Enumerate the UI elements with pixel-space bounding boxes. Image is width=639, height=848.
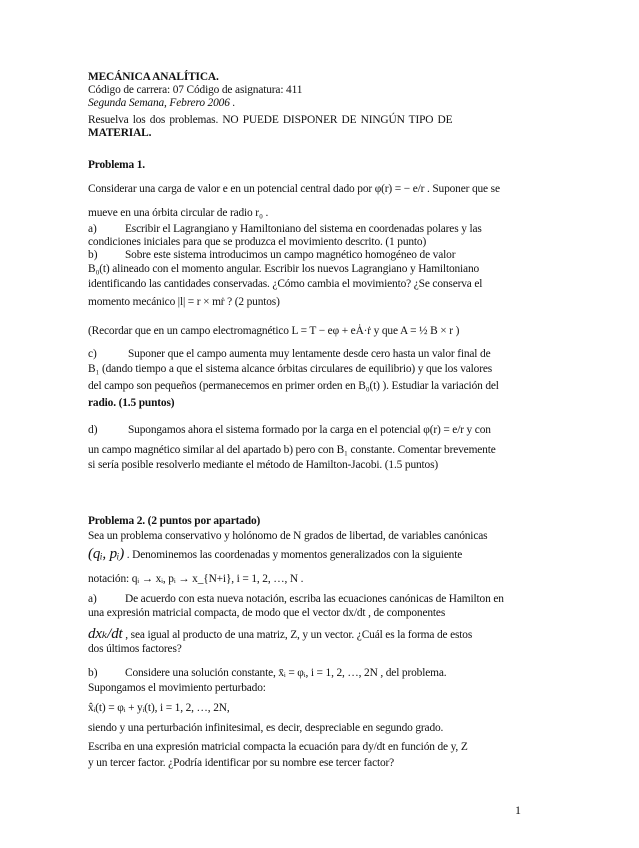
problem1-a-line-1: Escribir el Lagrangiano y Hamiltoniano del sistema en coordenadas polares y las [125,223,482,235]
problem2-intro-2-text: . Denominemos las coordenadas y momentos generalizados con la siguiente [126,549,463,561]
problem2-intro-2 [88,548,462,562]
problem1-heading: Problema 1. [88,159,145,171]
problem1-c-line-3: del campo son pequeños (permanecemos en primer orden en B₀(t) ). Estudiar la variación del [88,380,499,392]
session-line: Segunda Semana, Febrero 2006 . [88,97,236,109]
problem1-c-line-1: Suponer que el campo aumenta muy lentamente desde cero hasta un valor final de [128,348,491,360]
problem2-a-line-1: De acuerdo con esta nueva notación, escriba las ecuaciones canónicas de Hamilton en [125,593,504,605]
problem2-b-label: b) [88,667,98,679]
page-number: 1 [515,803,521,817]
exam-title: MECÁNICA ANALÍTICA. [88,71,219,83]
dxk-dt-expression: dxₖ/dt [88,626,123,642]
canonical-pair: (qᵢ, pᵢ) [88,546,125,562]
problem2-heading: Problema 2. (2 puntos por apartado) [88,515,261,527]
problem1-a-line-2: condiciones iniciales para que se produzca el movimiento descrito. (1 punto) [88,236,427,248]
problem1-c-label: c) [88,348,97,360]
problem1-b-line-3: identificando las cantidades conservadas. ¿Cómo cambia el movimiento? ¿Se conserva el [88,278,483,290]
problem1-d-line-3: si sería posible resolverlo mediante el método de Hamilton-Jacobi. (1.5 puntos) [88,459,439,471]
problem1-b-line-4: momento mecánico |l| = r × mṙ ? (2 puntos) [88,296,280,308]
problem2-notation: notación: qᵢ → xᵢ, pᵢ → x_{N+i}, i = 1, 2, …, N . [88,573,304,585]
problem2-b-line-6: y un tercer factor. ¿Podría identificar por su nombre ese tercer factor? [88,757,395,769]
problem1-c-line-2: B₁ (dando tiempo a que el sistema alcance órbitas circulares de equilibrio) y que los valores [88,363,493,375]
problem1-b-line-1: Sobre este sistema introducimos un campo magnético homogéneo de valor [125,249,456,261]
problem1-b-label: b) [88,249,98,261]
problem2-a-label: a) [88,593,97,605]
instructions-line-2: MATERIAL. [88,127,152,139]
problem1-d-line-1: Supongamos ahora el sistema formado por la carga en el potencial φ(r) = e/r y con [128,424,491,436]
problem1-c-line-4: radio. (1.5 puntos) [88,397,175,409]
problem1-intro-2: mueve en una órbita circular de radio r₀ . [88,207,269,219]
problem1-recall: (Recordar que en un campo electromagnético L = T − eφ + eȦ·ṙ y que A = ½ B × r ) [88,325,460,337]
problem2-a-line-3-text: , sea igual al producto de una matriz, Z, y un vector. ¿Cuál es la forma de estos [125,629,473,641]
problem2-b-line-1: Considere una solución constante, x̄ᵢ = φᵢ, i = 1, 2, …, 2N , del problema. [125,667,447,679]
problem2-a-line-3 [88,628,472,642]
problem1-b-line-2: B₀(t) alineado con el momento angular. Escribir los nuevos Lagrangiano y Hamiltoniano [88,263,480,275]
instructions-line-1: Resuelva los dos problemas. NO PUEDE DISPONER DE NINGÚN TIPO DE [88,114,453,126]
problem2-intro-1: Sea un problema conservativo y holónomo de N grados de libertad, de variables canónicas [88,530,488,542]
problem2-a-line-2: una expresión matricial compacta, de modo que el vector dx/dt , de componentes [88,607,446,619]
problem1-intro-1: Considerar una carga de valor e en un potencial central dado por φ(r) = − e/r . Suponer que se [88,183,500,195]
problem2-b-line-2: Supongamos el movimiento perturbado: [88,682,266,694]
problem2-b-line-5: Escriba en una expresión matricial compacta la ecuación para dy/dt en función de y, Z [88,741,468,753]
course-codes: Código de carrera: 07 Código de asignatura: 411 [88,84,303,96]
problem1-d-line-2: un campo magnético similar al del apartado b) pero con B₁ constante. Comentar brevemente [88,444,496,456]
problem2-a-line-4: dos últimos factores? [88,643,182,655]
problem2-b-line-4: siendo y una perturbación infinitesimal, es decir, despreciable en segundo grado. [88,722,444,734]
problem1-a-label: a) [88,223,97,235]
problem2-b-line-3: x̂ᵢ(t) = φᵢ + yᵢ(t), i = 1, 2, …, 2N, [88,702,230,714]
problem1-d-label: d) [88,424,98,436]
